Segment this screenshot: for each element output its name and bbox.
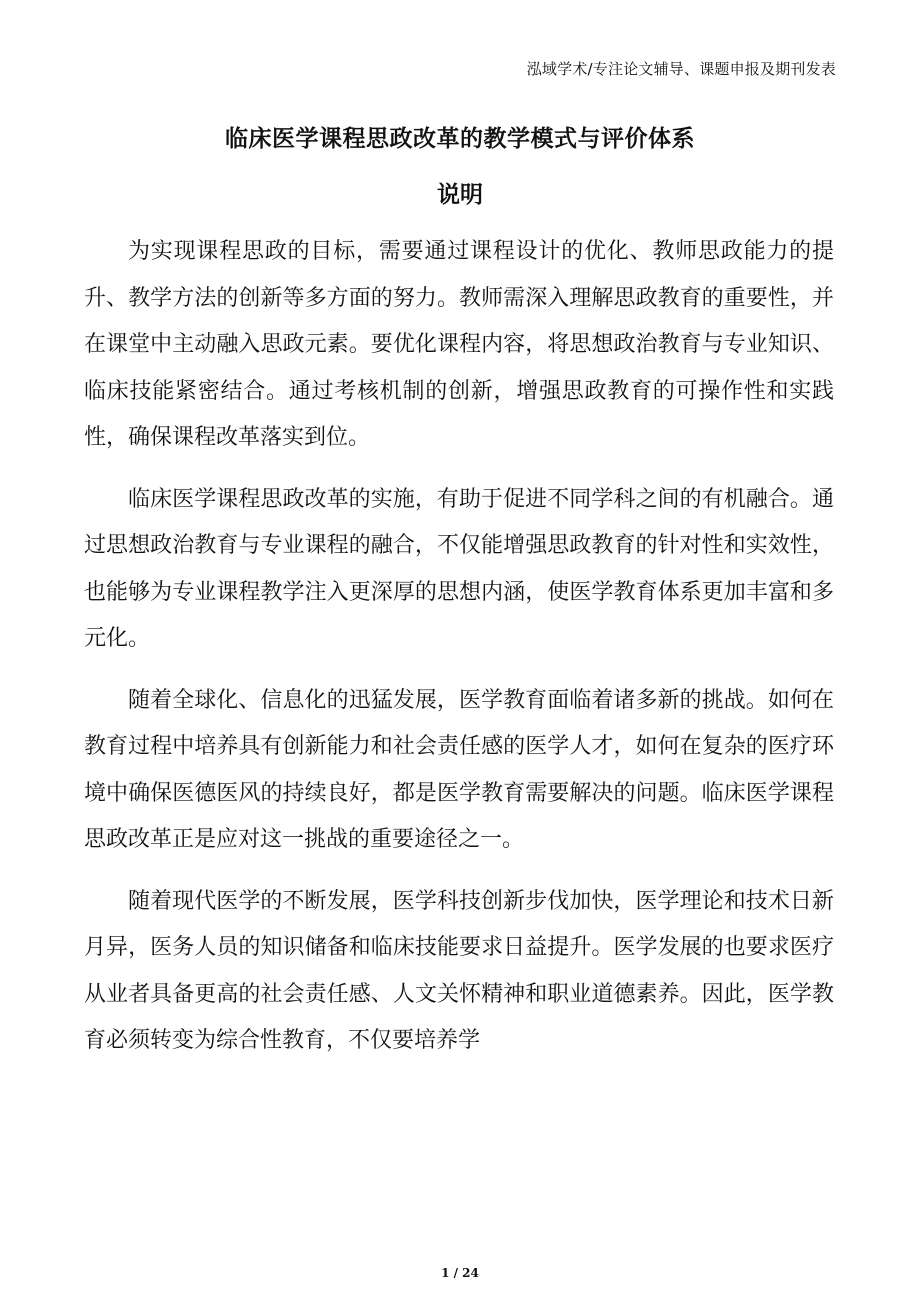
paragraph: 随着全球化、信息化的迅猛发展，医学教育面临着诸多新的挑战。如何在教育过程中培养具有创新能力和社会责任感的医学人才，如何在复杂的医疗环境中确保医德医风的持续良好，都是医学教育需要解决的问题。临床医学课程思政改革正是应对这一挑战的重要途径之一。 xyxy=(84,687,834,852)
section-heading: 说明 xyxy=(437,182,483,208)
paragraph: 为实现课程思政的目标，需要通过课程设计的优化、教师思政能力的提升、教学方法的创新等多方面的努力。教师需深入理解思政教育的重要性，并在课堂中主动融入思政元素。要优化课程内容，将思想政治教育与专业知识、临床技能紧密结合。通过考核机制的创新，增强思政教育的可操作性和实践性，确保课程改革落实到位。 xyxy=(84,239,834,450)
document-body xyxy=(84,229,834,1080)
page-number: 1 / 24 xyxy=(441,1266,479,1280)
header-text: 泓域学术/专注论文辅导、课题申报及期刊发表 xyxy=(526,60,836,78)
paragraph: 随着现代医学的不断发展，医学科技创新步伐加快，医学理论和技术日新月异，医务人员的知识储备和临床技能要求日益提升。医学发展的也要求医疗从业者具备更高的社会责任感、人文关怀精神和职业道德素养。因此，医学教育必须转变为综合性教育，不仅要培养学 xyxy=(84,888,834,1053)
paragraph: 临床医学课程思政改革的实施，有助于促进不同学科之间的有机融合。通过思想政治教育与专业课程的融合，不仅能增强思政教育的针对性和实效性，也能够为专业课程教学注入更深厚的思想内涵，使医学教育体系更加丰富和多元化。 xyxy=(84,486,834,651)
document-title: 临床医学课程思政改革的教学模式与评价体系 xyxy=(225,126,695,152)
